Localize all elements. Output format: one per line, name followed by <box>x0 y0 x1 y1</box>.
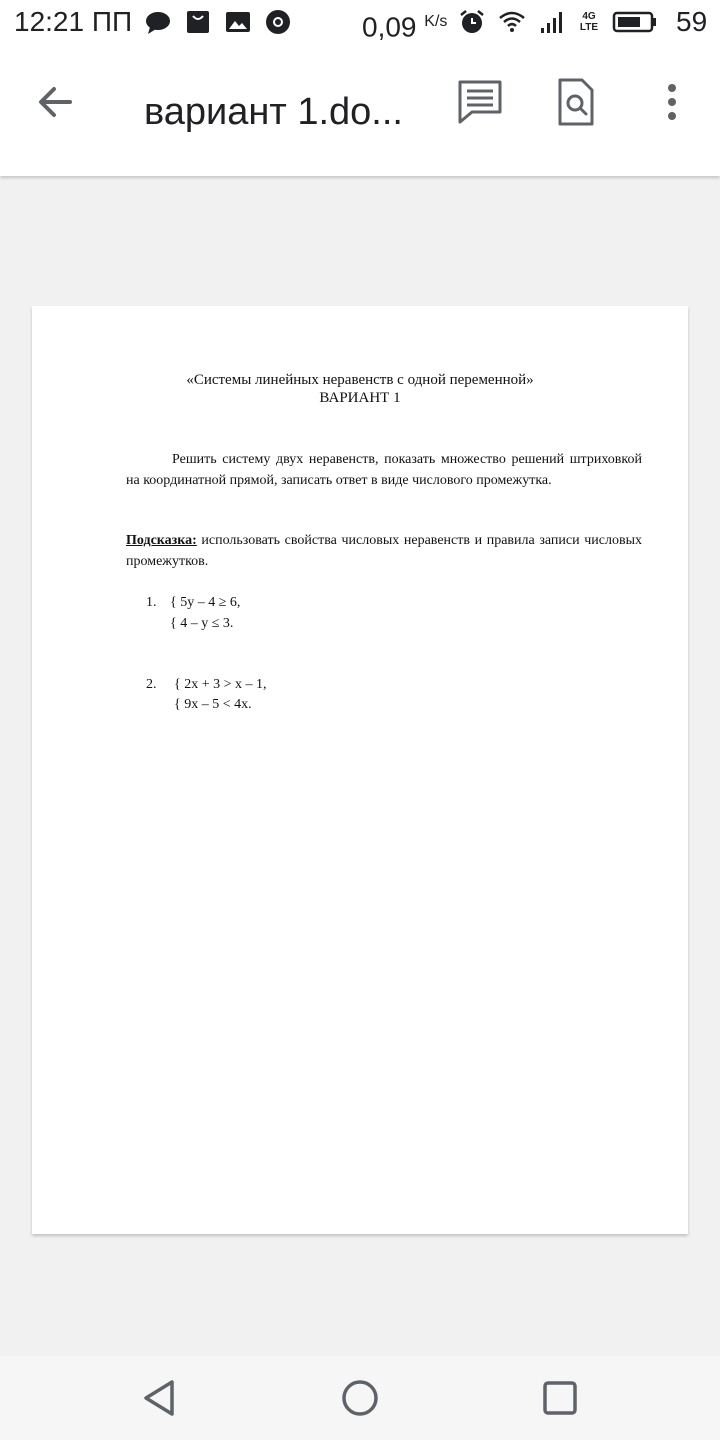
document-heading: «Системы линейных неравенств с одной переменной» <box>186 372 534 388</box>
nav-recent-icon <box>534 1372 586 1424</box>
app-bar <box>0 44 720 176</box>
problem-number: 2. <box>146 677 157 692</box>
document-title: вариант 1.do... <box>144 91 403 133</box>
nav-home-icon <box>334 1372 386 1424</box>
variant-label: ВАРИАНТ 1 <box>319 390 401 406</box>
comments-icon <box>452 74 508 130</box>
problem-number: 1. <box>146 595 157 610</box>
hint-paragraph <box>126 531 642 572</box>
shopping-bag-icon <box>184 8 212 36</box>
hint-label: Подсказка: <box>126 533 197 548</box>
nav-home-button[interactable] <box>334 1372 386 1424</box>
gallery-icon <box>224 8 252 36</box>
network-speed: 0,09 $^{K/s}$ <box>362 11 448 43</box>
network-type: 4G LTE <box>579 11 599 33</box>
battery-icon <box>612 8 658 36</box>
alarm-icon <box>458 8 486 36</box>
nav-back-button[interactable] <box>134 1372 186 1424</box>
wifi-icon <box>498 8 526 36</box>
status-time: 12:21 ПП <box>14 6 133 37</box>
nav-back-icon <box>134 1372 186 1424</box>
task-text: Решить систему двух неравенств, показать множество решений штриховкой на координатной прямой, записать ответ в виде числового промежутка. <box>126 452 642 488</box>
comments-button[interactable] <box>452 74 508 130</box>
problem-line: { 5y – 4 ≥ 6, <box>170 595 241 610</box>
back-button[interactable] <box>28 74 84 130</box>
signal-icon <box>538 8 566 36</box>
system-icons <box>458 8 658 36</box>
problem-line: { 9x – 5 < 4x. <box>174 697 252 712</box>
back-arrow-icon <box>28 74 84 130</box>
document-page[interactable] <box>32 306 688 1234</box>
problem-line: { 4 – y ≤ 3. <box>170 616 234 631</box>
nav-recent-button[interactable] <box>534 1372 586 1424</box>
navigation-bar <box>0 1356 720 1440</box>
notification-icons <box>144 8 292 36</box>
chrome-icon <box>264 8 292 36</box>
find-in-document-button[interactable] <box>548 74 604 130</box>
find-in-document-icon <box>548 74 604 130</box>
more-vert-icon <box>644 74 700 130</box>
more-options-button[interactable] <box>644 74 700 130</box>
hint-text: использовать свойства числовых неравенств и правила записи числовых промежутков. <box>126 533 642 569</box>
message-bubble-icon <box>144 8 172 36</box>
battery-level: 59 <box>676 6 708 37</box>
status-bar <box>0 0 720 44</box>
problem-line: { 2x + 3 > x – 1, <box>174 677 267 692</box>
